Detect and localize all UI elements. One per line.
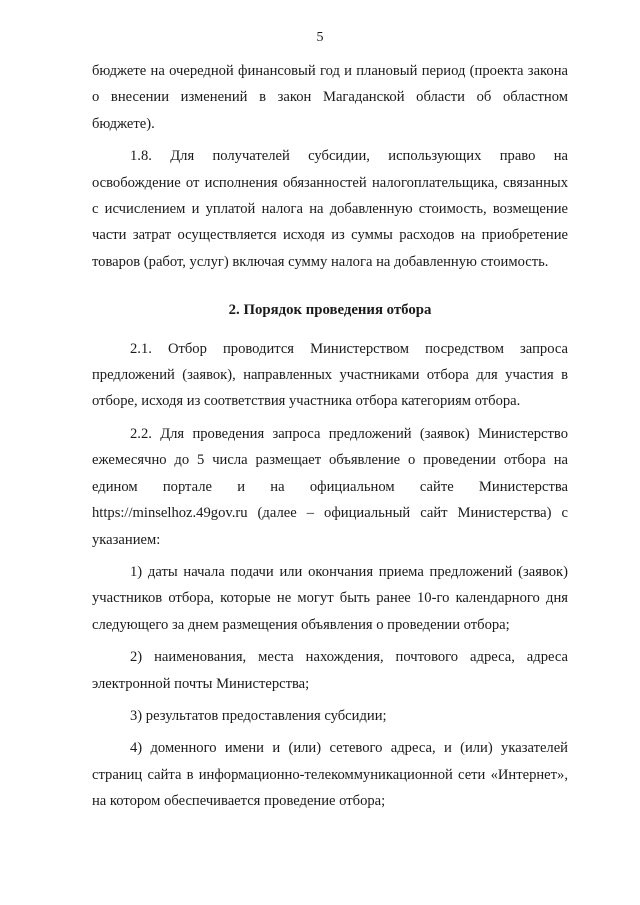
paragraph-2-2: 2.2. Для проведения запроса предложений (заявок) Министерство ежемесячно до 5 числа размещает объявление о проведении отбора на едином портале и на официальном сайте Министерства https://minselhoz.49gov.ru (далее – официальный сайт Министерства) с указанием:	[92, 425, 568, 548]
document-body	[92, 58, 568, 815]
list-item-2: 2) наименования, места нахождения, почтового адреса, адреса электронной почты Министерства;	[92, 649, 568, 692]
page-number: 5	[316, 30, 324, 45]
paragraph-continuation: бюджете на очередной финансовый год и плановый период (проекта закона о внесении изменений в закон Магаданской области об областном бюджете).	[92, 63, 568, 132]
section-heading: 2. Порядок проведения отбора	[228, 302, 432, 319]
list-item-1: 1) даты начала подачи или окончания приема предложений (заявок) участников отбора, которые не могут быть ранее 10-го календарного дня следующего за днем размещения объявления о проведении отбора;	[92, 563, 568, 633]
list-item-4: 4) доменного имени и (или) сетевого адреса, и (или) указателей страниц сайта в информационно-телекоммуникационной сети «Интернет», на котором обеспечивается проведение отбора;	[92, 740, 568, 810]
list-item-3: 3) результатов предоставления субсидии;	[130, 707, 387, 724]
paragraph-1-8: 1.8. Для получателей субсидии, использующих право на освобождение от исполнения обязанностей налогоплательщика, связанных с исчислением и уплатой налога на добавленную стоимость, возмещение части затрат осуществляется исходя из суммы расходов на приобретение товаров (работ, услуг) включая сумму налога на добавленную стоимость.	[92, 148, 568, 270]
paragraph-2-1: 2.1. Отбор проводится Министерством посредством запроса предложений (заявок), направленных участниками отбора для участия в отборе, исходя из соответствия участника отбора категориям отбора.	[92, 340, 568, 410]
